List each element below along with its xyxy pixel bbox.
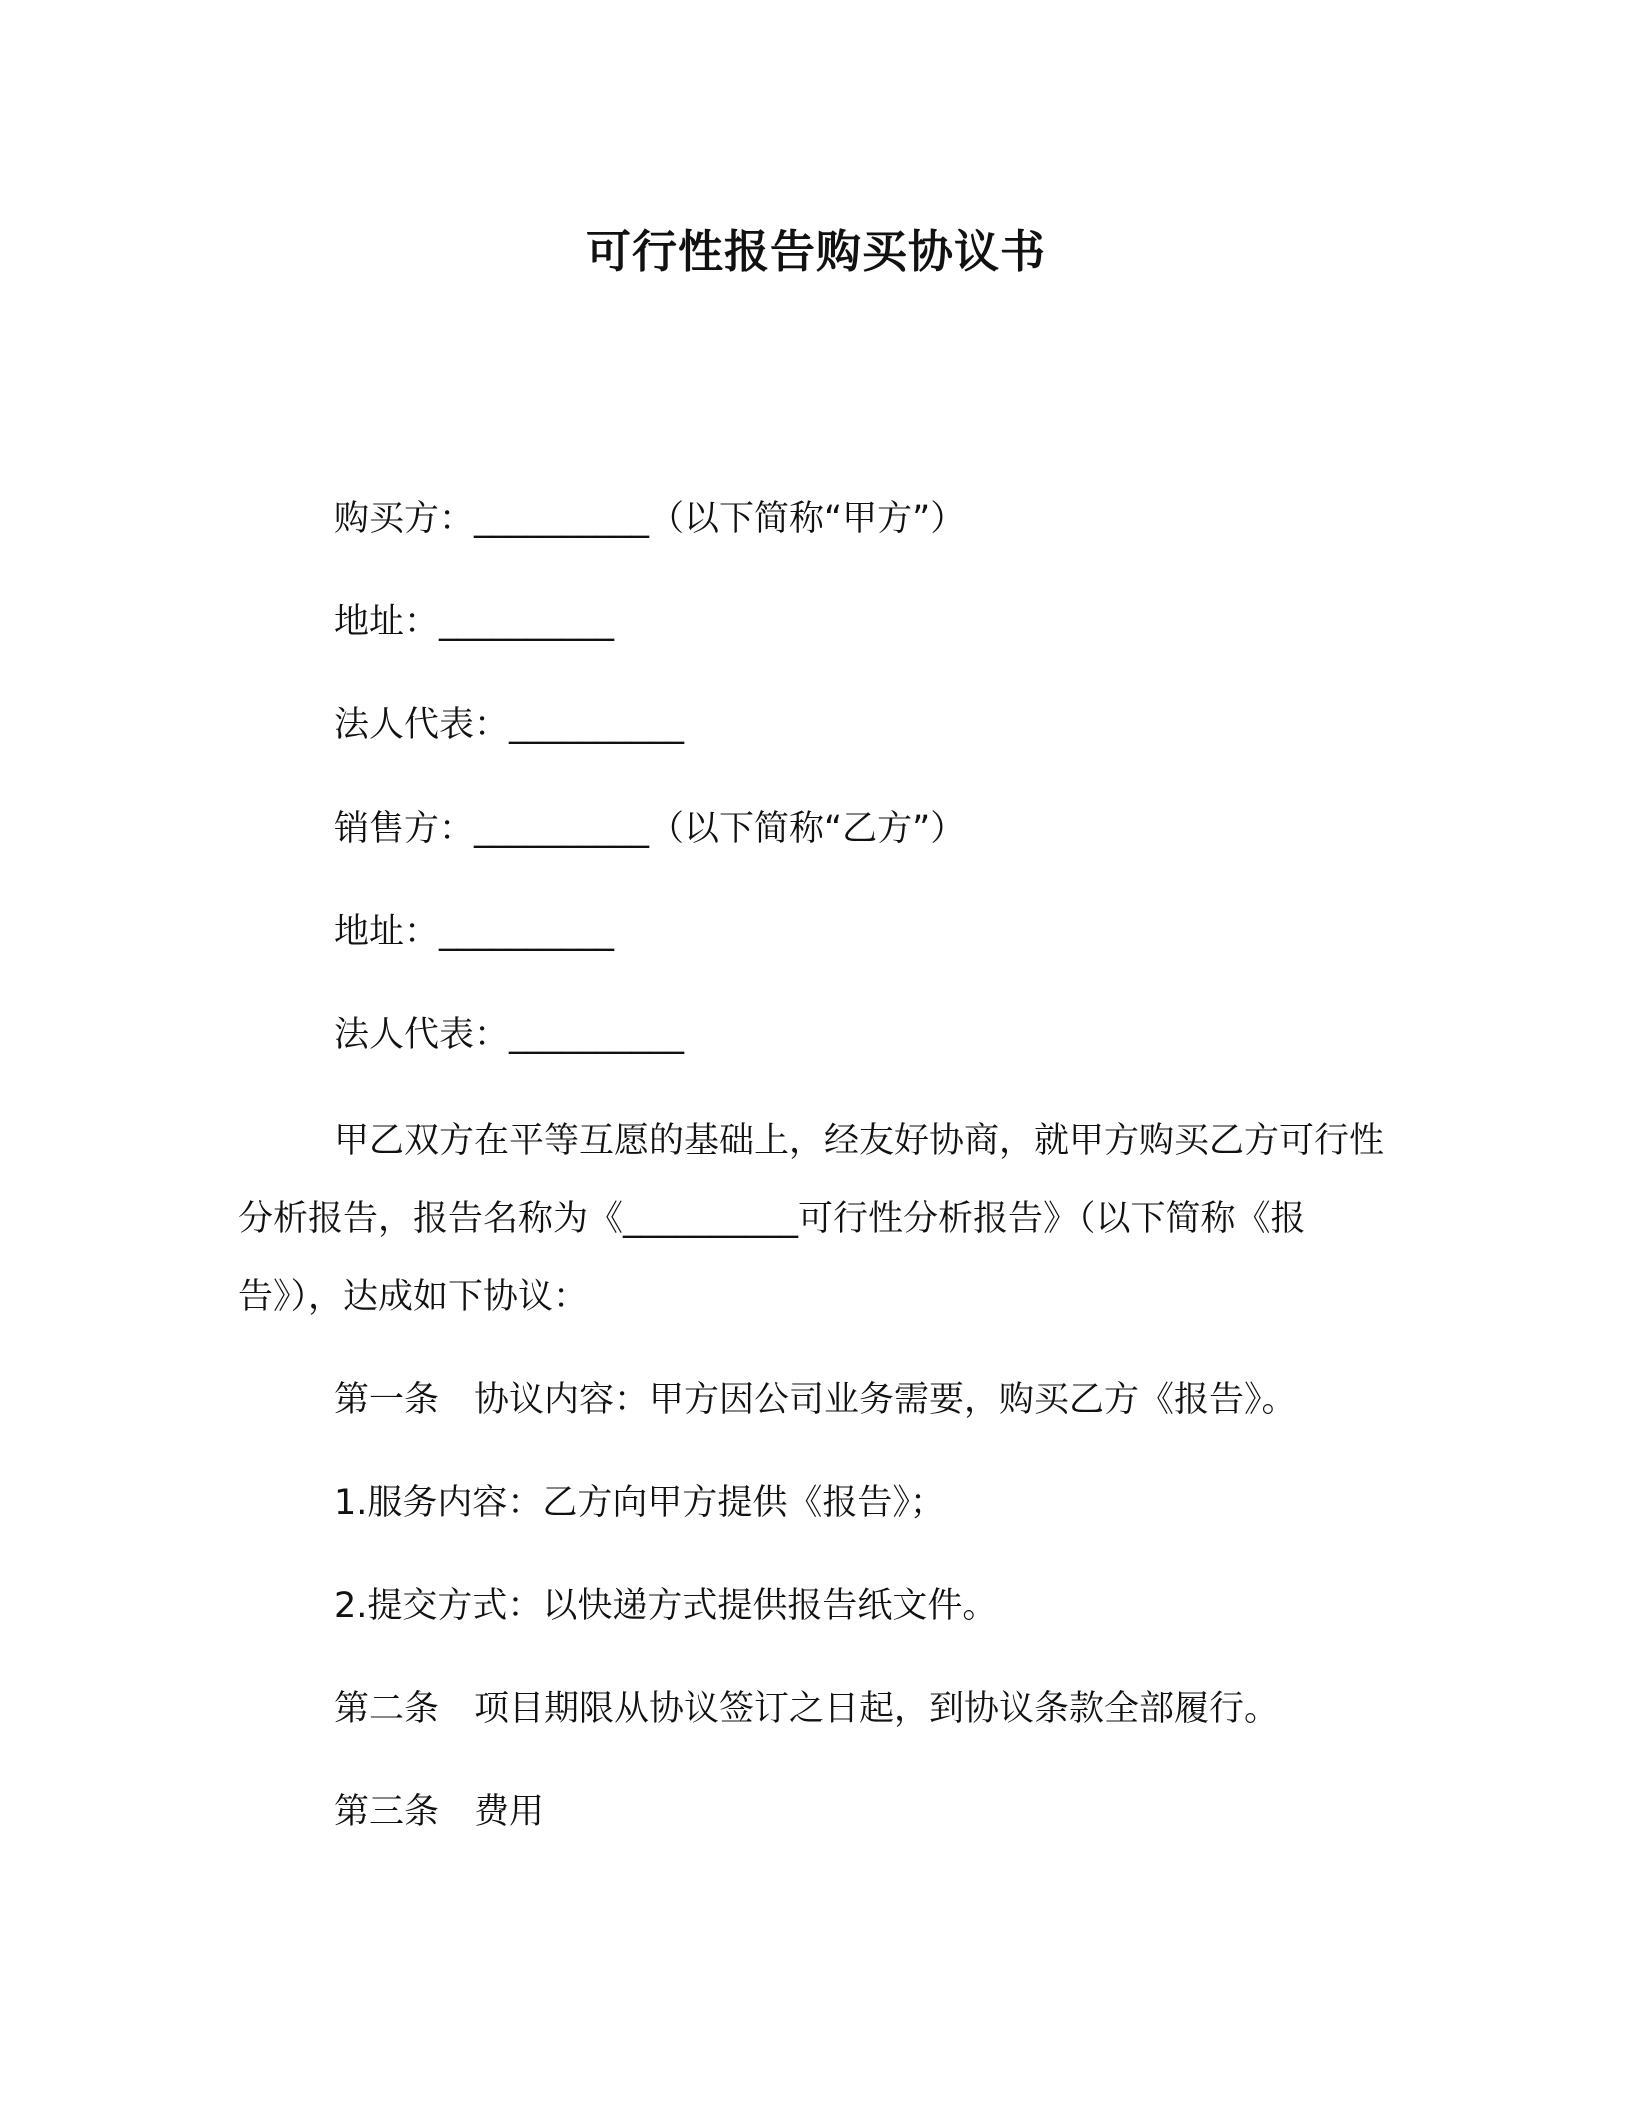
seller-legal-rep-line: 法人代表：__________ [334,1015,685,1055]
seller-address-line: 地址：__________ [334,912,615,952]
buyer-legal-rep-line: 法人代表：__________ [334,705,685,745]
buyer-address-line: 地址：__________ [334,602,615,642]
clause-3: 第三条 费用 [334,1792,545,1832]
clause-1-item-1: 1.服务内容：乙方向甲方提供《报告》； [334,1483,945,1523]
clause-2: 第二条 项目期限从协议签订之日起，到协议条款全部履行。 [334,1689,1280,1729]
clause-1: 第一条 协议内容：甲方因公司业务需要，购买乙方《报告》。 [334,1380,1297,1420]
preamble-paragraph: 甲乙双方在平等互愿的基础上，经友好协商，就甲方购买乙方可行性分析报告，报告名称为《__________可行性分析报告》（以下简称《报告》），达成如下协议： [238,1121,1385,1317]
buyer-line: 购买方：__________（以下简称“甲方”） [334,499,966,539]
document-title: 可行性报告购买协议书 [585,225,1046,278]
seller-line: 销售方：__________（以下简称“乙方”） [334,809,966,849]
clause-1-item-2: 2.提交方式：以快递方式提供报告纸文件。 [334,1586,998,1626]
